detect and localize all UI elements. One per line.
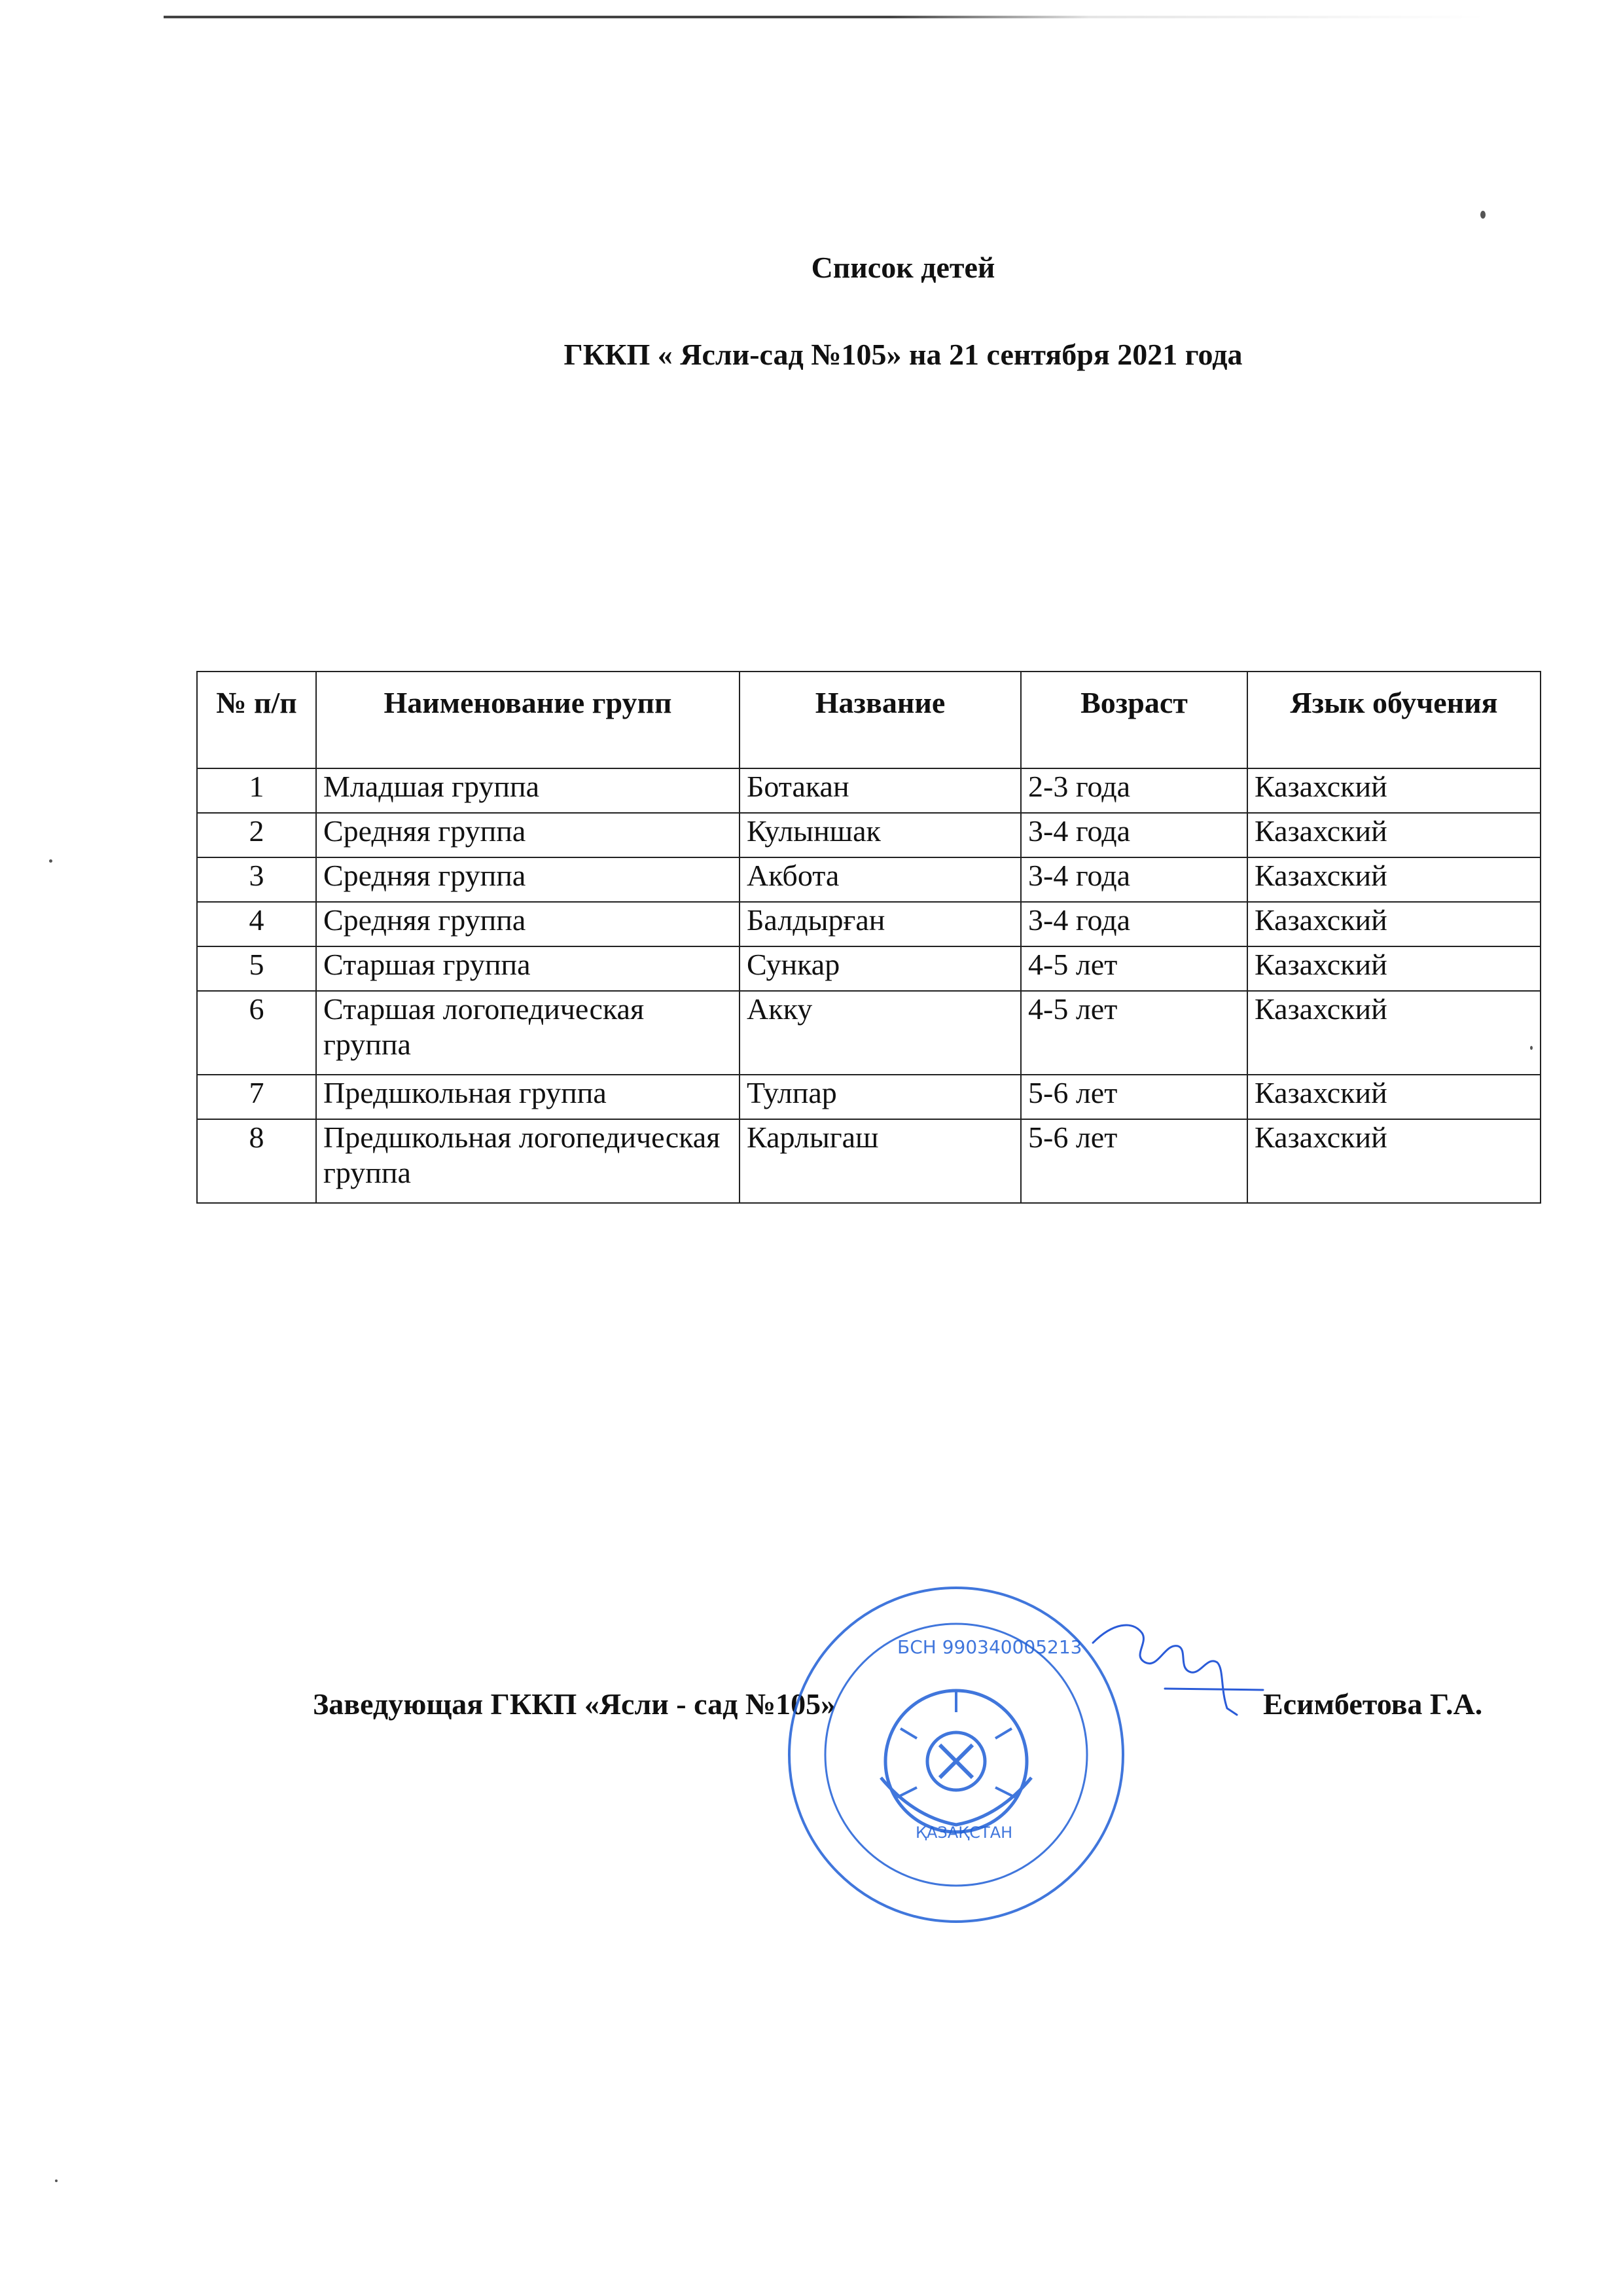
row-age: 2-3 года <box>1021 768 1247 813</box>
table-row <box>197 902 1541 946</box>
row-number: 2 <box>197 813 316 857</box>
scan-top-edge <box>164 16 1486 18</box>
official-seal <box>783 1581 1130 1928</box>
signatory-name: Есимбетова Г.А. <box>1263 1687 1483 1721</box>
table-row <box>197 991 1541 1075</box>
row-group: Средняя группа <box>316 813 740 857</box>
header-group-name: Наименование групп <box>316 672 740 768</box>
row-title: Тулпар <box>740 1075 1021 1119</box>
seal-inner-ring <box>825 1624 1087 1886</box>
header-language: Язык обучения <box>1247 672 1541 768</box>
seal-emblem-wings <box>881 1778 1031 1825</box>
row-language: Казахский <box>1247 946 1541 991</box>
row-number: 4 <box>197 902 316 946</box>
seal-emblem-cross <box>940 1745 972 1778</box>
row-age: 5-6 лет <box>1021 1075 1247 1119</box>
seal-center-text: ҚАЗАҚСТАН <box>916 1823 1013 1842</box>
row-group: Средняя группа <box>316 857 740 902</box>
row-language: Казахский <box>1247 768 1541 813</box>
table-row <box>197 946 1541 991</box>
row-age: 4-5 лет <box>1021 946 1247 991</box>
table-row <box>197 1119 1541 1203</box>
row-number: 3 <box>197 857 316 902</box>
row-number: 6 <box>197 991 316 1075</box>
row-title: Балдырған <box>740 902 1021 946</box>
header-number: № п/п <box>197 672 316 768</box>
table-row <box>197 768 1541 813</box>
header-age: Возраст <box>1021 672 1247 768</box>
row-age: 5-6 лет <box>1021 1119 1247 1203</box>
table-row <box>197 813 1541 857</box>
row-number: 5 <box>197 946 316 991</box>
row-age: 3-4 года <box>1021 902 1247 946</box>
table-row <box>197 1075 1541 1119</box>
row-group: Младшая группа <box>316 768 740 813</box>
row-title: Кулыншак <box>740 813 1021 857</box>
row-title: Карлыгаш <box>740 1119 1021 1203</box>
row-group: Средняя группа <box>316 902 740 946</box>
scan-speck <box>49 859 52 863</box>
row-language: Казахский <box>1247 857 1541 902</box>
row-language: Казахский <box>1247 991 1541 1075</box>
row-group: Предшкольная логопедическая группа <box>316 1119 740 1203</box>
row-title: Акбота <box>740 857 1021 902</box>
row-title: Ботакан <box>740 768 1021 813</box>
seal-emblem-rays <box>897 1691 1015 1797</box>
row-language: Казахский <box>1247 813 1541 857</box>
row-number: 7 <box>197 1075 316 1119</box>
row-number: 1 <box>197 768 316 813</box>
page-title: Список детей <box>811 251 995 284</box>
row-language: Казахский <box>1247 902 1541 946</box>
row-number: 8 <box>197 1119 316 1203</box>
row-language: Казахский <box>1247 1075 1541 1119</box>
row-age: 3-4 года <box>1021 857 1247 902</box>
header-title: Название <box>740 672 1021 768</box>
row-age: 3-4 года <box>1021 813 1247 857</box>
seal-id-text: БСН 990340005213 <box>897 1636 1082 1658</box>
table-header-row <box>197 672 1541 768</box>
row-title: Акку <box>740 991 1021 1075</box>
row-group: Старшая логопедическая группа <box>316 991 740 1075</box>
table-row <box>197 857 1541 902</box>
groups-table <box>196 671 1541 1204</box>
row-group: Старшая группа <box>316 946 740 991</box>
signatory-position: Заведующая ГККП «Ясли - сад №105» <box>313 1687 836 1721</box>
row-language: Казахский <box>1247 1119 1541 1203</box>
scan-speck <box>55 2179 58 2182</box>
row-age: 4-5 лет <box>1021 991 1247 1075</box>
row-title: Сункар <box>740 946 1021 991</box>
handwritten-signature <box>1086 1617 1270 1754</box>
page-subtitle: ГККП « Ясли-сад №105» на 21 сентября 2021 года <box>563 338 1243 371</box>
scan-speck <box>1530 1046 1533 1050</box>
row-group: Предшкольная группа <box>316 1075 740 1119</box>
scan-speck <box>1480 211 1486 219</box>
